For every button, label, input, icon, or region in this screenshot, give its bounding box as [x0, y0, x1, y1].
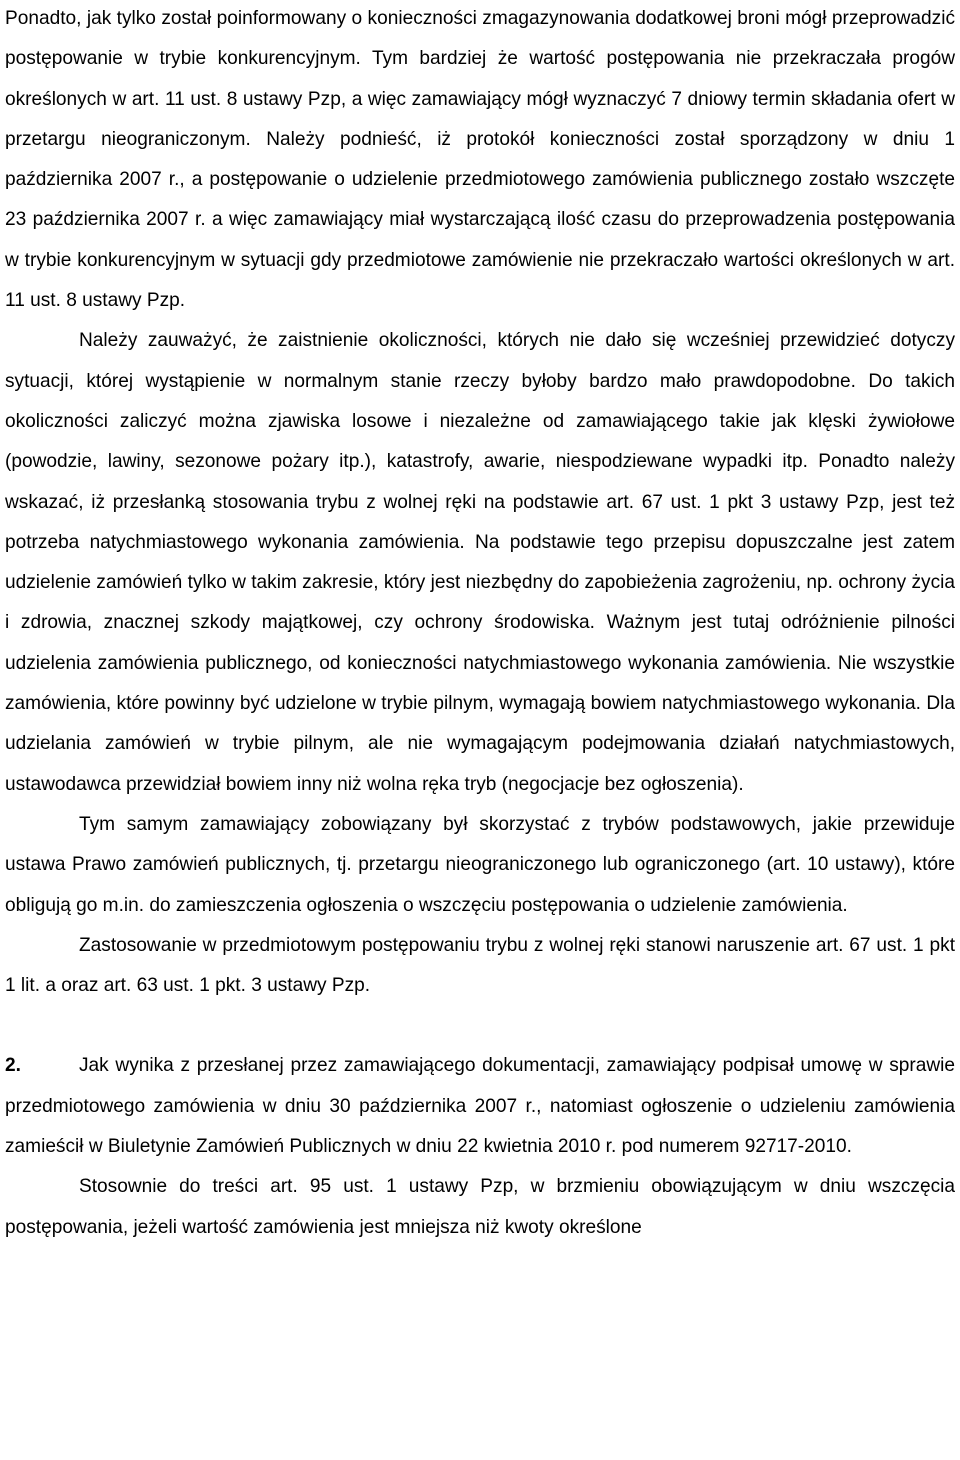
paragraph-konkurencyjny: Ponadto, jak tylko został poinformowany o konieczności zmagazynowania dodatkowej broni mógł przeprowadzić postępowanie w trybie konkurencyjnym. Tym bardziej że wartość postępowania nie przekraczała progów określonych w art. 11 ust. 8 ustawy Pzp, a więc zamawiający mógł wyznaczyć 7 dniowy termin składania ofert w przetargu nieograniczonym. Należy podnieść, iż protokół konieczności został sporządzony w dniu 1 października 2007 r., a postępowanie o udzielenie przedmiotowego zamówienia publicznego zostało wszczęte 23 października 2007 r. a więc zamawiający miał wystarczającą ilość czasu do przeprowadzenia postępowania w trybie konkurencyjnym w sytuacji gdy przedmiotowe zamówienie nie przekraczało wartości określonych w art. 11 ust. 8 ustawy Pzp. — [5, 8, 955, 312]
paragraph-naruszenie: Zastosowanie w przedmiotowym postępowaniu trybu z wolnej ręki stanowi naruszenie art. 67 ust. 1 pkt 1 lit. a oraz art. 63 ust. 1 pkt. 3 ustawy Pzp. — [5, 934, 955, 997]
paragraph-tryby-podstawowe: Tym samym zamawiający zobowiązany był skorzystać z trybów podstawowych, jakie przewiduje ustawa Prawo zamówień publicznych, tj. przetargu nieograniczonego lub ograniczonego (art. 10 ustawy), które obligują go m.in. do zamieszczenia ogłoszenia o wszczęciu postępowania o udzielenie zamówienia. — [5, 813, 955, 916]
section-text: Jak wynika z przesłanej przez zamawiającego dokumentacji, zamawiający podpisał umowę w sprawie przedmiotowego zamówienia w dniu 30 października 2007 r., natomiast ogłoszenie o udzieleniu zamówienia zamieścił w Biuletynie Zamówień Publicznych w dniu 22 kwietnia 2010 r. pod numerem 92717-2010. — [5, 1055, 955, 1158]
paragraph-okolicznosci: Należy zauważyć, że zaistnienie okoliczności, których nie dało się wcześniej przewidzieć dotyczy sytuacji, której wystąpienie w normalnym stanie rzeczy byłoby bardzo mało prawdopodobne. Do takich okoliczności zaliczyć można zjawiska losowe i niezależne od zamawiającego takie jak klęski żywiołowe (powodzie, lawiny, sezonowe pożary itp.), katastrofy, awarie, niespodziewane wypadki itp. Ponadto należy wskazać, iż przesłanką stosowania trybu z wolnej ręki na podstawie art. 67 ust. 1 pkt 3 ustawy Pzp, jest też potrzeba natychmiastowego wykonania zamówienia. Na podstawie tego przepisu dopuszczalne jest zatem udzielenie zamówień tylko w takim zakresie, który jest niezbędny do zapobieżenia zagrożeniu, np. ochrony życia i zdrowia, znacznej szkody majątkowej, czy ochrony środowiska. Ważnym jest tutaj odróżnienie pilności udzielenia zamówienia publicznego, od konieczności natychmiastowego wykonania zamówienia. Nie wszystkie zamówienia, które powinny być udzielone w trybie pilnym, wymagają bowiem natychmiastowego wykonania. Dla udzielania zamówień w trybie pilnym, ale nie wymagającym podejmowania działań natychmiastowych, ustawodawca przewidział bowiem inny niż wolna ręka tryb (negocjacje bez ogłoszenia). — [5, 330, 955, 795]
paragraph-art-95: Stosownie do treści art. 95 ust. 1 ustawy Pzp, w brzmieniu obowiązującym w dniu wszczęcia postępowania, jeżeli wartość zamówienia jest mniejsza niż kwoty określone — [5, 1176, 955, 1238]
section-number: 2. — [5, 1055, 21, 1077]
section-2 — [5, 1046, 955, 1167]
